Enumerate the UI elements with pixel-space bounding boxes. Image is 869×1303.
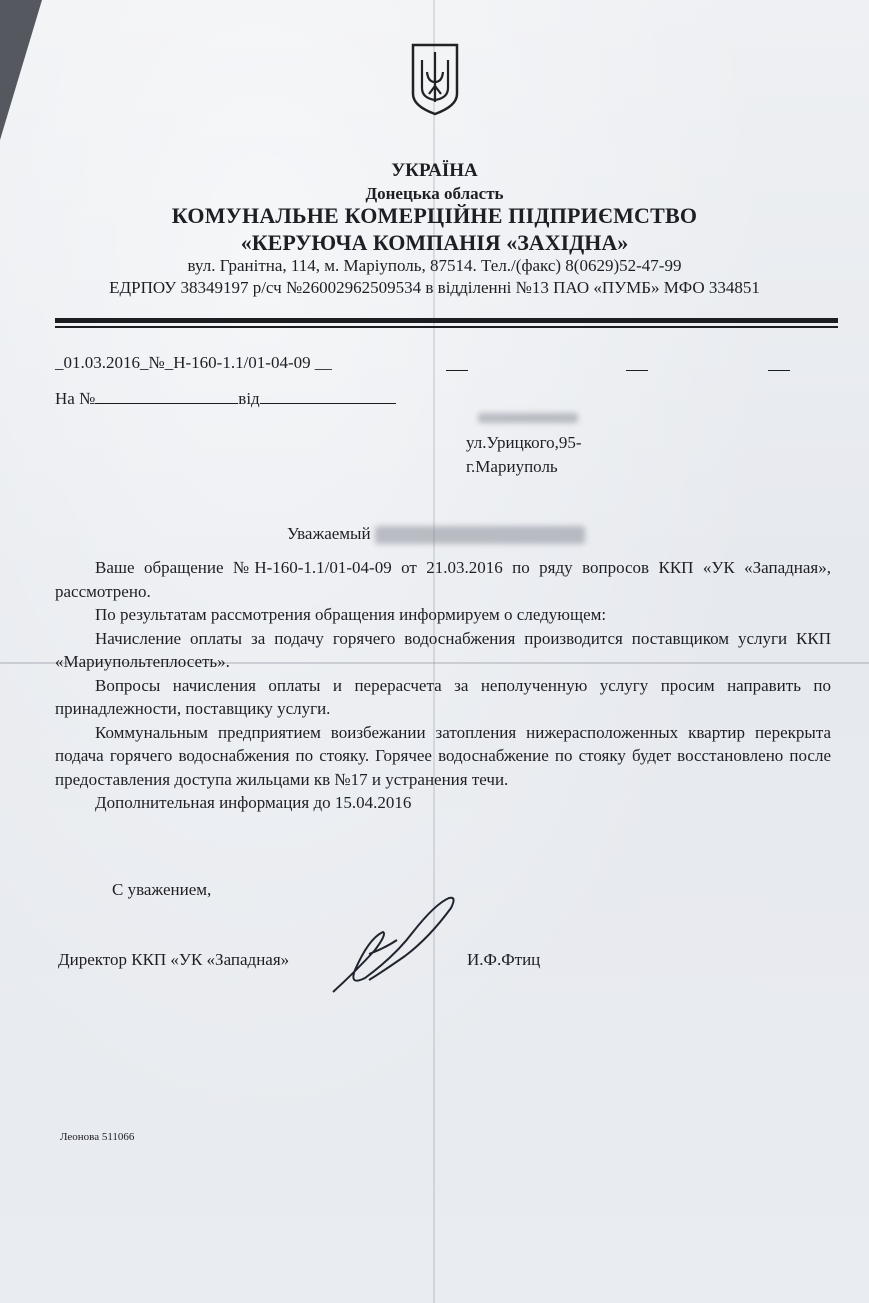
body-paragraph: Ваше обращение №Н-160-1.1/01-04-09 от 21.03.2016 по ряду вопросов ККП «УК «Западная», рассмотрено. (55, 558, 831, 601)
body-paragraph: По результатам рассмотрения обращения информируем о следующем: (95, 605, 607, 624)
letter-body (55, 556, 831, 815)
vid-blank (260, 389, 396, 404)
recipient-street: ул.Урицкого,95- (466, 433, 582, 452)
ukraine-trident-emblem-icon (410, 42, 460, 116)
header-country: УКРАЇНА (391, 160, 478, 181)
vid-label: від (238, 389, 260, 408)
photo-shadow (0, 0, 42, 140)
header-divider-thin (55, 326, 838, 328)
header-company-line2: «КЕРУЮЧА КОМПАНІЯ «ЗАХІДНА» (240, 230, 629, 255)
signatory-title: Директор ККП «УК «Западная» (58, 950, 290, 969)
recipient-city: г.Мариуполь (466, 457, 558, 476)
incoming-reference-row (55, 389, 396, 409)
body-paragraph: Коммунальным предприятием воизбежании затопления нижерасположенных квартир перекрыта подача горячего водоснабжения по стояку. Горячее водоснабжение по стояку будет восстановлено после предоставления доступа жильцами кв №17 и устранения течи. (55, 722, 831, 789)
redacted-recipient-name (478, 410, 578, 428)
na-blank (95, 389, 238, 404)
body-paragraph: Вопросы начисления оплаты и перерасчета за неполученную услугу просим направить по принадлежности, поставщику услуги. (55, 675, 831, 718)
header-divider-thick (55, 318, 838, 323)
blank-line (446, 370, 468, 371)
header-region: Донецька область (365, 184, 504, 203)
header-requisites: ЕДРПОУ 38349197 р/сч №26002962509534 в відділенні №13 ПАО «ПУМБ» МФО 334851 (109, 278, 760, 297)
footer-contact: Леонова 511066 (60, 1131, 135, 1143)
greeting (287, 524, 585, 544)
header-company-line1: КОМУНАЛЬНЕ КОМЕРЦІЙНЕ ПІДПРИЄМСТВО (171, 203, 698, 228)
header-address: вул. Гранітна, 114, м. Маріуполь, 87514. Тел./(факс) 8(0629)52-47-99 (187, 256, 682, 275)
body-paragraph: Начисление оплаты за подачу горячего водоснабжения производится поставщиком услуги ККП «Мариупольтеплосеть». (55, 628, 831, 671)
blank-line (768, 370, 790, 371)
body-paragraph: Дополнительная информация до 15.04.2016 (95, 793, 412, 812)
closing-regards: С уважением, (112, 880, 212, 899)
blank-line (626, 370, 648, 371)
redacted-greeting-name (375, 526, 585, 544)
na-label: На № (55, 389, 96, 408)
outgoing-reference: _01.03.2016_№_Н-160-1.1/01-04-09 __ (55, 353, 332, 372)
handwritten-signature (325, 892, 465, 1002)
greeting-word: Уважаемый (287, 524, 371, 543)
signatory-name: И.Ф.Фтиц (467, 950, 541, 969)
